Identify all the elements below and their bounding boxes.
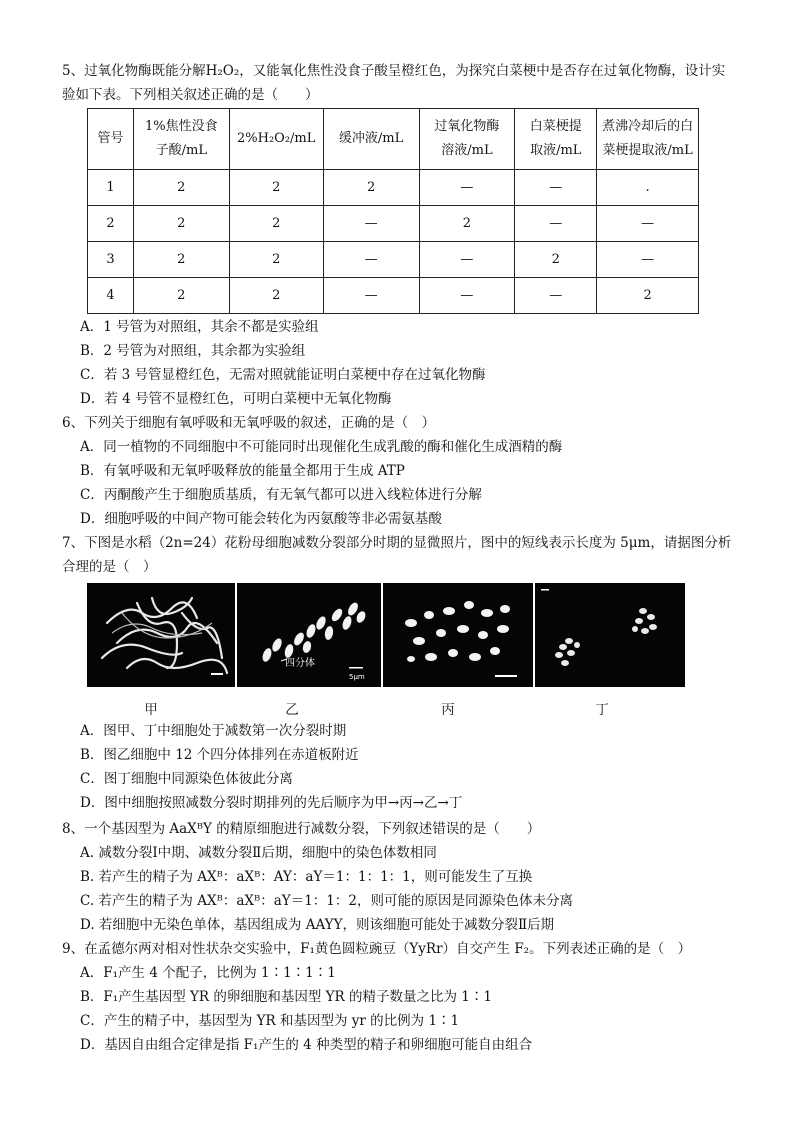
table-cell: .: [597, 170, 699, 206]
table-cell: 3: [88, 242, 134, 278]
q8-stem: 8、一个基因型为 AaXᴮY 的精原细胞进行减数分裂，下列叙述错误的是（ ）: [62, 821, 541, 837]
table-row: [88, 278, 699, 314]
header-text: 煮沸冷却后的白: [602, 119, 694, 134]
table-cell: 2: [229, 278, 323, 314]
q5-option-b: B．2 号管为对照组，其余都为实验组: [80, 343, 306, 359]
header-text: 管号: [97, 131, 124, 146]
q7-stem-line2: 合理的是（ ）: [62, 559, 157, 575]
q5-option-c: C．若 3 号管显橙红色，无需对照就能证明白菜梗中存在过氧化物酶: [80, 367, 486, 383]
micrograph-strip: [87, 583, 685, 687]
table-cell: —: [597, 242, 699, 278]
q5-option-d: D．若 4 号管不显橙红色，可明白菜梗中无氧化物酶: [80, 391, 392, 407]
q5-stem-line2: 验如下表。下列相关叙述正确的是（ ）: [62, 87, 319, 103]
q9-option-a: A．F₁产生 4 个配子，比例为 1∶1∶1∶1: [80, 965, 336, 981]
micrograph-jia: [87, 583, 235, 687]
q7-stem-line1: 7、下图是水稻（2n=24）花粉母细胞减数分裂部分时期的显微照片，图中的短线表示长度为 5μm，请据图分析: [62, 535, 732, 551]
header-h2o2: [229, 109, 323, 170]
q6-option-c: C．丙酮酸产生于细胞质基质，有无氧气都可以进入线粒体进行分解: [80, 487, 482, 503]
header-text: 取液/mL: [530, 143, 582, 158]
q6-option-a: A．同一植物的不同细胞中不可能同时出现催化生成乳酸的酶和催化生成酒精的酶: [80, 439, 563, 455]
header-pyrogallol: [133, 109, 229, 170]
table-cell: 2: [88, 206, 134, 242]
tetrad-label: 四分体: [285, 658, 315, 669]
table-cell: —: [515, 170, 597, 206]
table-row: [88, 242, 699, 278]
q6-stem: 6、下列关于细胞有氧呼吸和无氧呼吸的叙述，正确的是（ ）: [62, 415, 436, 431]
q7-option-a: A．图甲、丁中细胞处于减数第一次分裂时期: [80, 723, 347, 739]
q8-option-b: B. 若产生的精子为 AXᴮ：aXᴮ：AY：aY＝1：1：1：1，则可能发生了互换: [80, 869, 533, 885]
scale-bar-label: 5μm: [349, 673, 365, 681]
q9-option-d: D．基因自由组合定律是指 F₁产生的 4 种类型的精子和卵细胞可能自由组合: [80, 1037, 533, 1053]
table-cell: —: [419, 242, 515, 278]
table-cell: 2: [229, 242, 323, 278]
metaphase-chromosomes-image: [237, 583, 381, 687]
q7-option-c: C．图丁细胞中同源染色体彼此分离: [80, 771, 293, 787]
table-cell: 2: [133, 278, 229, 314]
header-text: 子酸/mL: [155, 143, 207, 158]
header-boiled-extract: [597, 109, 699, 170]
q8-option-d: D. 若细胞中无染色单体，基因组成为 AAYY，则该细胞可能处于减数分裂Ⅱ后期: [80, 917, 555, 933]
table-row: [88, 170, 699, 206]
q5-option-a: A．1 号管为对照组，其余不都是实验组: [80, 319, 319, 335]
table-cell: —: [323, 206, 419, 242]
table-cell: 2: [229, 170, 323, 206]
q5-experiment-table: [87, 108, 699, 314]
caption-yi: 乙: [285, 702, 299, 718]
leptotene-chromatin-image: [87, 583, 235, 687]
header-peroxidase: [419, 109, 515, 170]
q8-option-c: C. 若产生的精子为 AXᴮ：aXᴮ：aY＝1：1：2，则可能的原因是同源染色体未分离: [80, 893, 573, 909]
table-cell: —: [323, 278, 419, 314]
header-buffer: [323, 109, 419, 170]
caption-ding: 丁: [595, 702, 609, 718]
header-text: 白菜梗提: [529, 119, 582, 134]
diakinesis-chromosomes-image: [383, 583, 533, 687]
q6-option-b: B．有氧呼吸和无氧呼吸释放的能量全都用于生成 ATP: [80, 463, 405, 479]
micrograph-ding: [535, 583, 685, 687]
q7-option-b: B．图乙细胞中 12 个四分体排列在赤道板附近: [80, 747, 359, 763]
table-cell: 2: [133, 170, 229, 206]
caption-bing: 丙: [441, 702, 455, 718]
table-cell: 2: [229, 206, 323, 242]
table-cell: —: [323, 242, 419, 278]
q6-option-d: D．细胞呼吸的中间产物可能会转化为丙氨酸等非必需氨基酸: [80, 511, 442, 527]
table-cell: —: [419, 278, 515, 314]
header-text: 菜梗提取液/mL: [602, 143, 693, 158]
header-text: 1%焦性没食: [145, 119, 218, 134]
q7-option-d: D．图中细胞按照减数分裂时期排列的先后顺序为甲→丙→乙→丁: [80, 795, 463, 811]
table-cell: 2: [323, 170, 419, 206]
table-cell: 2: [133, 206, 229, 242]
table-cell: 1: [88, 170, 134, 206]
table-cell: —: [515, 278, 597, 314]
table-cell: —: [419, 170, 515, 206]
header-text: 缓冲液/mL: [338, 131, 404, 146]
table-cell: —: [597, 206, 699, 242]
table-cell: —: [515, 206, 597, 242]
q5-stem-line1: 5、过氧化物酶既能分解H₂O₂，又能氧化焦性没食子酸呈橙红色，为探究白菜梗中是否存在过氧化物酶，设计实: [62, 63, 726, 79]
q9-stem: 9、在孟德尔两对相对性状杂交实验中，F₁黄色圆粒豌豆（YyRr）自交产生 F₂。下列表述正确的是（ ）: [62, 941, 692, 957]
table-cell: 2: [515, 242, 597, 278]
header-cabbage-extract: [515, 109, 597, 170]
micrograph-yi: [237, 583, 381, 687]
header-text: 2%H₂O₂/mL: [237, 131, 316, 146]
header-text: 过氧化物酶: [434, 119, 500, 134]
anaphase-separation-image: [535, 583, 685, 687]
table-row: [88, 206, 699, 242]
table-cell: 2: [597, 278, 699, 314]
table-cell: 2: [133, 242, 229, 278]
caption-jia: 甲: [144, 702, 158, 718]
table-cell: 4: [88, 278, 134, 314]
table-cell: 2: [419, 206, 515, 242]
micrograph-bing: [383, 583, 533, 687]
q9-option-c: C．产生的精子中，基因型为 YR 和基因型为 yr 的比例为 1∶1: [80, 1013, 460, 1029]
header-text: 溶液/mL: [441, 143, 493, 158]
q9-option-b: B．F₁产生基因型 YR 的卵细胞和基因型 YR 的精子数量之比为 1∶1: [80, 989, 492, 1005]
q8-option-a: A. 减数分裂Ⅰ中期、减数分裂Ⅱ后期，细胞中的染色体数相同: [80, 845, 437, 861]
table-header-row: [88, 109, 699, 170]
header-tube-no: [88, 109, 134, 170]
